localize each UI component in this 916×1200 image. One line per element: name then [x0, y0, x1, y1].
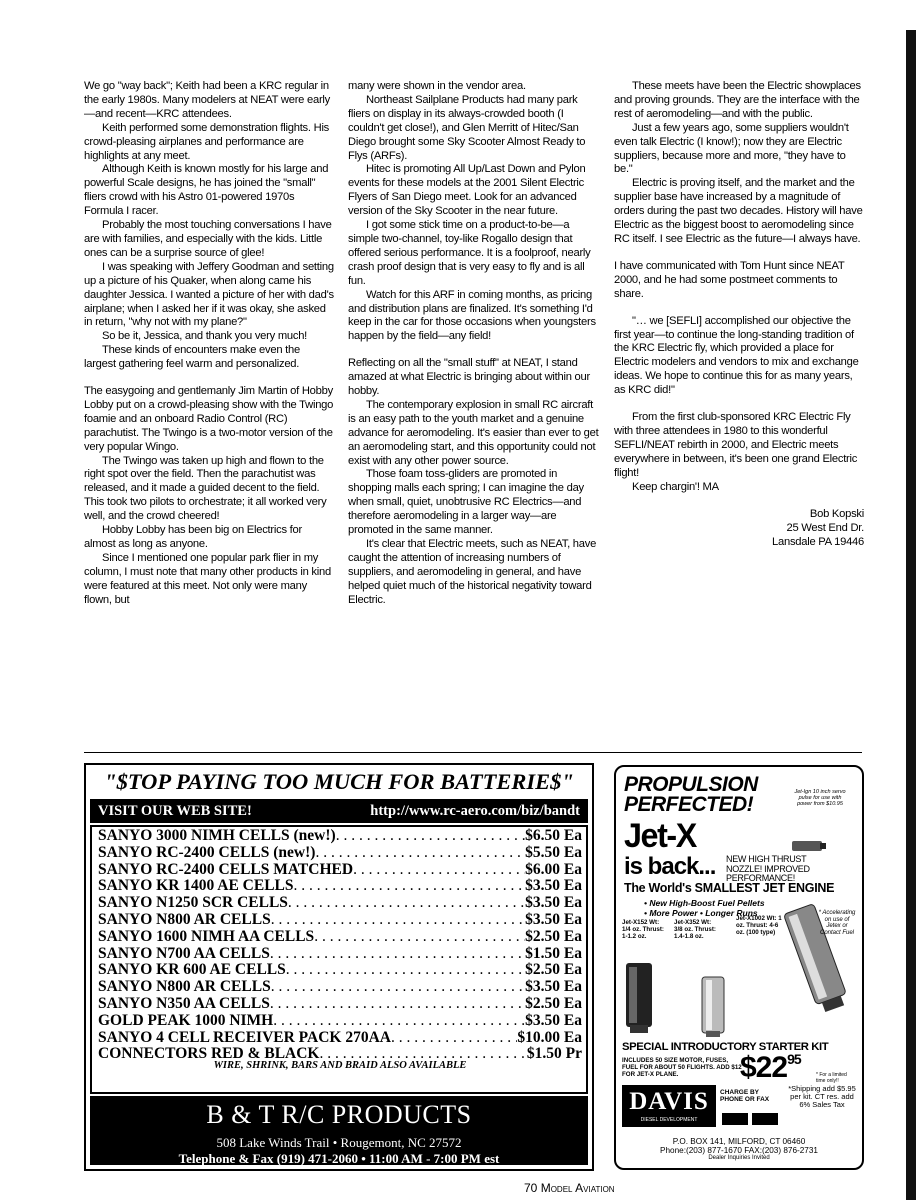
- website-url[interactable]: http://www.rc-aero.com/biz/bandt: [370, 802, 580, 819]
- article-paragraph: Keith performed some demonstration flights. His crowd-pleasing airplanes and performance are highlights at any meet.: [84, 121, 330, 162]
- kit-includes: INCLUDES 50 SIZE MOTOR, FUSES, FUEL FOR ABOUT 50 FLIGHTS. ADD $12 FOR JET-X PLANE.: [622, 1057, 742, 1078]
- spec-jetx1002: Jet-X1002 Wt: 1 oz. Thrust: 4-6 oz. (100 type): [736, 915, 782, 936]
- headline-line-2: PERFECTED!: [624, 793, 754, 816]
- bullet-fuel: • New High-Boost Fuel Pellets: [644, 898, 765, 908]
- article-paragraph: So be it, Jessica, and thank you very much!: [102, 330, 308, 343]
- jet-engine-middle: [702, 977, 724, 1037]
- price-list-row: [98, 929, 582, 946]
- product-name: SANYO KR 600 AE CELLS: [98, 962, 286, 979]
- leader-dots: [294, 878, 526, 895]
- company-address: 508 Lake Winds Trail • Rougemont, NC 27572: [216, 1135, 462, 1150]
- price-list-row: [98, 895, 582, 912]
- price-list-row: [98, 862, 582, 879]
- product-name: SANYO N800 AR CELLS: [98, 979, 271, 996]
- author-signature-line: Lansdale PA 19446: [772, 536, 864, 549]
- author-signature-line: Bob Kopski: [809, 508, 864, 521]
- jet-headline: [624, 775, 758, 815]
- price-list: [90, 825, 588, 1094]
- article-paragraph: The contemporary explosion in small RC aircraft is an easy path to the youth market and a genuine advance for aeromodeling. It's easier than ever to get an aeromodeling start, and this opportunity could not exist with any other power source.: [348, 398, 599, 467]
- price-note: * For a limited time only!!: [816, 1072, 847, 1084]
- starter-kit-title: SPECIAL INTRODUCTORY STARTER KIT: [622, 1041, 829, 1053]
- article-paragraph: many were shown in the vendor area.: [348, 80, 526, 92]
- jet-engine-small: [792, 841, 826, 851]
- article-paragraph: Northeast Sailplane Products had many park fliers on display in its always-crowded booth (I couldn't get close!), and Glen Merritt of Hitec/San Diego brought some Sky Scooter Almost Ready to Flys (ARFs).: [348, 93, 586, 162]
- company-name: B & T R/C PRODUCTS: [206, 1100, 472, 1129]
- article-column-2: [348, 80, 600, 608]
- jet-engine-left: [626, 963, 652, 1033]
- leader-dots: [270, 946, 525, 963]
- kit-price: [740, 1051, 801, 1085]
- product-name: GOLD PEAK 1000 NIMH: [98, 1012, 274, 1029]
- article-paragraph: I got some stick time on a product-to-be—a simple two-channel, toy-like Rogallo design that offered serious performance. It is a foolproof, nearly crash proof design that is very easy to fly and is all fun.: [348, 219, 591, 287]
- leader-dots: [314, 929, 525, 946]
- article-paragraph: Those foam toss-gliders are promoted in shopping malls each spring; I can imagine the day when small, quiet, unobtrusive RC Electrics—and therefore aeromodeling in a larger way—are promoted in the same manner.: [348, 468, 584, 537]
- leader-dots: [273, 1013, 525, 1030]
- price-list-row: [98, 962, 582, 979]
- bullet-power: • More Power • Longer Runs: [644, 908, 758, 918]
- servo-tag: Jet-Ign 10 inch servo pulse for use with power from $10.95: [794, 789, 846, 808]
- is-back-text: is back...: [624, 853, 716, 880]
- product-price: $5.50 Ea: [525, 844, 582, 861]
- article-paragraph: Hitec is promoting All Up/Last Down and Pylon events for these models at the 2001 Silent Electric Flyers of San Diego meet. Look for an advanced version of the Sky Scooter in the near future.: [348, 163, 586, 218]
- price-list-row: [98, 1030, 582, 1047]
- article-paragraph: Just a few years ago, some suppliers wouldn't even talk Electric (I know!); now they are Electric suppliers, because more and more, "they have to be.": [614, 121, 849, 176]
- company-telephone: Telephone & Fax (919) 471-2060 • 11:00 AM - 7:00 PM est: [178, 1151, 500, 1166]
- smallest-engine-text: The World's SMALLEST JET ENGINE: [624, 881, 835, 895]
- mastercard-icon: [722, 1113, 748, 1125]
- nozzle-callout: NEW HIGH THRUST NOZZLE! IMPROVED PERFORMANCE!: [726, 854, 810, 883]
- product-name: SANYO 3000 NIMH CELLS (new!): [98, 828, 336, 844]
- davis-logo: DAVIS: [622, 1085, 716, 1127]
- spec-jetx152: Jet-X152 Wt: 1/4 oz. Thrust: 1-1.2 oz.: [622, 919, 664, 940]
- visit-label: VISIT OUR WEB SITE!: [98, 802, 252, 819]
- product-price: $3.50 Ea: [525, 878, 582, 895]
- article-paragraph: Watch for this ARF in coming months, as pricing and distribution plans are finalized. It's something I'd keep in the car for those occasions when youngsters happen by the field—any field!: [348, 288, 596, 343]
- jetx-advertisement: [614, 765, 864, 1170]
- product-price: $1.50 Pr: [526, 1046, 582, 1063]
- charge-by-phone: CHARGE BY PHONE OR FAX: [720, 1089, 770, 1104]
- article-column-3: [614, 80, 864, 550]
- leader-dots: [270, 996, 525, 1013]
- product-name: SANYO N800 AR CELLS: [98, 911, 271, 928]
- product-price: $2.50 Ea: [525, 928, 582, 945]
- leader-dots: [391, 1030, 517, 1047]
- credit-card-icons: [722, 1113, 778, 1125]
- product-price: $1.50 Ea: [525, 945, 582, 962]
- ad-headline: "$TOP PAYING TOO MUCH FOR BATTERIE$": [104, 769, 574, 794]
- article-paragraph: These kinds of encounters make even the largest gathering feel warm and personalized.: [84, 344, 300, 371]
- price-cents: 95: [787, 1051, 801, 1067]
- price-list-row: [98, 845, 582, 862]
- article-paragraph: From the first club-sponsored KRC Electric Fly with three attendees in 1980 to this wonderful SEFLI/NEAT rebirth in 2000, and Electric meets everywhere in between, it's been one grand Electric flight!: [614, 411, 858, 479]
- price-list-row: [98, 979, 582, 996]
- product-name: SANYO 1600 NIMH AA CELLS: [98, 928, 315, 945]
- product-name: SANYO N350 AA CELLS: [98, 995, 270, 1012]
- shipping-note: *Shipping add $5.95 per kit. CT res. add 6% Sales Tax: [788, 1084, 856, 1110]
- price-list-row: [98, 828, 582, 845]
- page-edge-bar: [906, 30, 916, 1200]
- product-price: $2.50 Ea: [525, 962, 582, 979]
- leader-dots: [315, 845, 525, 862]
- price-dollars: $22: [740, 1051, 788, 1084]
- section-divider: [84, 752, 862, 753]
- page-folio: [524, 1181, 615, 1195]
- leader-dots: [353, 862, 525, 879]
- phone-fax: Phone:(203) 877-1670 FAX:(203) 876-2731: [660, 1146, 818, 1155]
- leader-dots: [288, 895, 525, 912]
- price-list-row: [98, 946, 582, 963]
- product-price: $3.50 Ea: [525, 895, 582, 912]
- product-price: $6.00 Ea: [525, 861, 582, 878]
- product-name: SANYO KR 1400 AE CELLS: [98, 878, 294, 895]
- article-paragraph: Keep chargin'! MA: [632, 480, 719, 493]
- product-name: SANYO RC-2400 CELLS MATCHED: [98, 861, 354, 878]
- catalog-offer: WRITE OR CALL FOR A FREE CATALOG • MASTERCARD & VISA ACCEPTED: [145, 1171, 533, 1183]
- article-paragraph: Although Keith is known mostly for his large and powerful Scale designs, he has joined the "small" fliers crowd with his Astro 01-powered 1970s Formula I racer.: [84, 163, 329, 218]
- article-paragraph: These meets have been the Electric showplaces and proving grounds. They are the interface with the rest of aeromodeling—and with the public.: [614, 80, 861, 120]
- spec-jetx352: Jet-X352 Wt: 3/8 oz. Thrust: 1.4-1.8 oz.: [674, 919, 716, 940]
- article-paragraph: The Twingo was taken up high and flown to the right spot over the field. Then the parachutist was released, and it made a guided decent to the field. This took two pilots to orchestrate; it all worked very well, and the crowd cheered!: [84, 454, 327, 523]
- price-list-row: [98, 912, 582, 929]
- price-list-row: [98, 996, 582, 1013]
- product-price: $6.50 Ea: [525, 828, 582, 844]
- availability-note: WIRE, SHRINK, BARS AND BRAID ALSO AVAILABLE: [213, 1060, 467, 1072]
- dealer-inquiries: Dealer Inquiries Invited: [708, 1155, 770, 1161]
- article-paragraph: The easygoing and gentlemanly Jim Martin of Hobby Lobby put on a crowd-pleasing show with the Twingo foamie and an onboard Radio Control (RC) parachutist. The Twingo is a two-motor version of the very popular Wingo.: [84, 385, 334, 453]
- product-name: SANYO N700 AA CELLS: [98, 945, 270, 962]
- product-price: $3.50 Ea: [525, 979, 582, 996]
- visa-icon: [752, 1113, 778, 1125]
- article-paragraph: Hobby Lobby has been big on Electrics for almost as long as anyone.: [84, 524, 302, 550]
- product-name: SANYO N1250 SCR CELLS: [98, 895, 288, 912]
- product-price: $10.00 Ea: [517, 1029, 582, 1046]
- product-name: CONNECTORS RED & BLACK: [98, 1046, 320, 1063]
- magazine-name: Model Aviation: [540, 1181, 615, 1195]
- article-paragraph: I was speaking with Jeffery Goodman and setting up a picture of his Quaker, when along came his daughter Jessica. I wanted a picture of her with dad's airplane; when I asked her if it was okay, she asked in return, "why not with my plane?": [84, 260, 334, 329]
- product-price: $3.50 Ea: [525, 911, 582, 928]
- article-paragraph: Since I mentioned one popular park flier in my column, I must note that many other products in kind were featured at this meet. Not only were many flown, but: [84, 551, 331, 606]
- leader-dots: [271, 912, 525, 929]
- leader-dots: [336, 828, 525, 845]
- accent-note: * Accelerating on use of Jetex or Contact Fuel: [818, 910, 856, 936]
- price-list-row: [98, 878, 582, 895]
- battery-advertisement: [84, 763, 594, 1183]
- leader-dots: [286, 962, 525, 979]
- leader-dots: [271, 979, 525, 996]
- headline-line-1: PROPULSION: [624, 773, 758, 796]
- product-name: SANYO RC-2400 CELLS (new!): [98, 844, 316, 861]
- article-column-1: [84, 80, 334, 608]
- product-name: SANYO 4 CELL RECEIVER PACK 270AA: [98, 1029, 391, 1046]
- author-signature-line: 25 West End Dr.: [786, 522, 864, 535]
- article-paragraph: It's clear that Electric meets, such as NEAT, have caught the attention of increasing numbers of suppliers, and aeromodeling in general, and have helped quiet much of the historical negativity toward Electric.: [348, 538, 597, 606]
- website-bar: [90, 799, 588, 823]
- davis-subtitle: DIESEL DEVELOPMENT: [640, 1117, 698, 1123]
- article-paragraph: Probably the most touching conversations I have are with families, and especially with the kids. Little ones can be a surprise source of glee!: [84, 219, 332, 259]
- article-paragraph: Electric is proving itself, and the market and the supplier base have increased by a magnitude of orders during the past two decades. History will have Electric as the biggest boost to aeromodeling since RC itself. I see Electric as the future—I always have.: [614, 177, 863, 245]
- page-number: 70: [524, 1181, 538, 1195]
- po-box: P.O. BOX 141, MILFORD, CT 06460: [672, 1137, 806, 1146]
- product-price: $2.50 Ea: [525, 995, 582, 1012]
- article-paragraph: Reflecting on all the "small stuff" at NEAT, I stand amazed at what Electric is bringing about within our hobby.: [348, 357, 590, 398]
- article-paragraph: "… we [SEFLI] accomplished our objective the first year—to continue the long-standing tradition of the KRC Electric fly, which provided a place for Electric modelers and vendors to mix and exchange ideas. We hope to continue this for as many years, as KRC did!": [614, 314, 859, 397]
- price-list-row: [98, 1013, 582, 1030]
- company-block: [90, 1096, 588, 1183]
- article-paragraph: I have communicated with Tom Hunt since NEAT 2000, and he had some postmeet comments to share.: [614, 259, 845, 300]
- article-paragraph: We go "way back"; Keith had been a KRC regular in the early 1980s. Many modelers at NEAT were early—and recent—KRC attendees.: [84, 80, 331, 120]
- jetx-brand: Jet-X: [624, 817, 696, 855]
- product-price: $3.50 Ea: [525, 1012, 582, 1029]
